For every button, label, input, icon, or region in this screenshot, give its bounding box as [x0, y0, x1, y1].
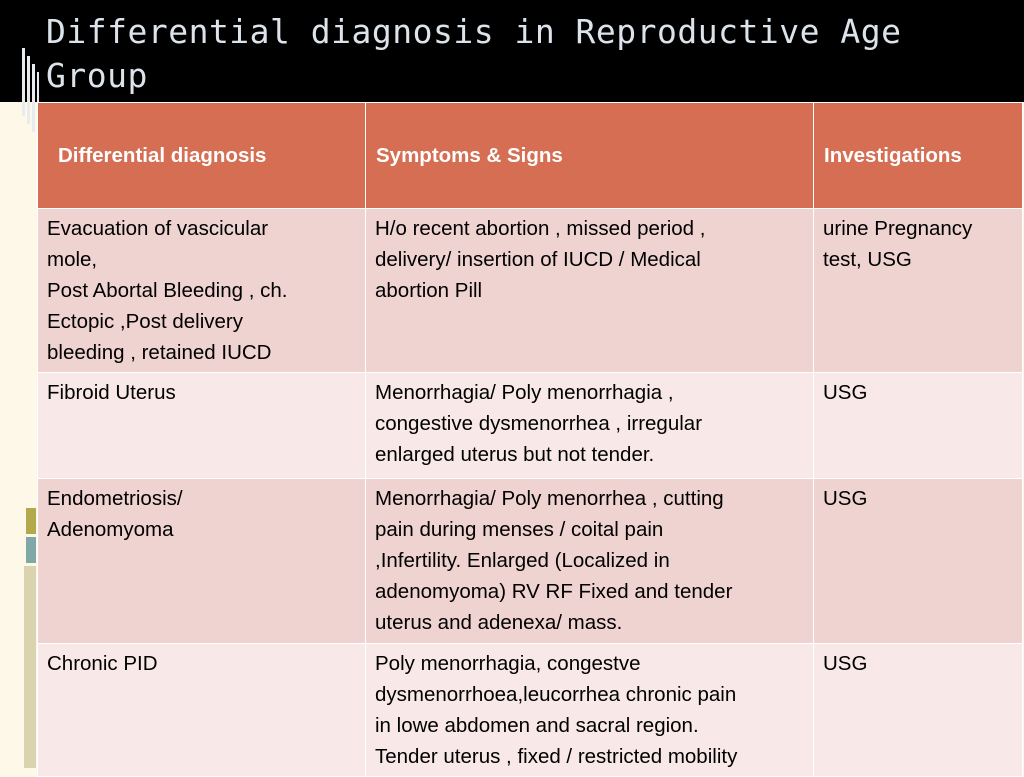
- table-header-row: [38, 103, 1023, 209]
- title-bar: [0, 0, 1024, 102]
- header-investigations: Investigations: [814, 103, 1023, 209]
- cell-diagnosis: Endometriosis/ Adenomyoma: [38, 479, 366, 644]
- cell-investigations: urine Pregnancy test, USG: [814, 209, 1023, 373]
- header-differential-diagnosis: Differential diagnosis: [38, 103, 366, 209]
- header-symptoms-signs: Symptoms & Signs: [366, 103, 814, 209]
- cell-diagnosis: Chronic PID: [38, 644, 366, 777]
- diagnosis-table: [37, 102, 1023, 777]
- slide-title: Differential diagnosis in Reproductive Age Group: [46, 12, 902, 95]
- cell-diagnosis: Evacuation of vascicular mole, Post Abortal Bleeding , ch. Ectopic ,Post delivery bleeding , retained IUCD: [38, 209, 366, 373]
- decorative-square: [26, 508, 36, 534]
- cell-investigations: USG: [814, 644, 1023, 777]
- decorative-bar: [32, 64, 35, 132]
- cell-symptoms: Menorrhagia/ Poly menorrhagia , congestive dysmenorrhea , irregular enlarged uterus but not tender.: [366, 373, 814, 479]
- table-row: [38, 644, 1023, 777]
- decorative-strip: [24, 566, 36, 768]
- table-row: [38, 479, 1023, 644]
- table-row: [38, 209, 1023, 373]
- cell-symptoms: Poly menorrhagia, congestve dysmenorrhoea,leucorrhea chronic pain in lowe abdomen and sacral region. Tender uterus , fixed / restricted mobility: [366, 644, 814, 777]
- table-row: [38, 373, 1023, 479]
- decorative-bar: [22, 48, 25, 116]
- cell-investigations: USG: [814, 479, 1023, 644]
- decorative-square: [26, 537, 36, 563]
- decorative-bar: [27, 56, 30, 124]
- cell-symptoms: H/o recent abortion , missed period , delivery/ insertion of IUCD / Medical abortion Pill: [366, 209, 814, 373]
- cell-investigations: USG: [814, 373, 1023, 479]
- cell-symptoms: Menorrhagia/ Poly menorrhea , cutting pain during menses / coital pain ,Infertility. Enlarged (Localized in adenomyoma) RV RF Fixed and tender uterus and adenexa/ mass.: [366, 479, 814, 644]
- cell-diagnosis: Fibroid Uterus: [38, 373, 366, 479]
